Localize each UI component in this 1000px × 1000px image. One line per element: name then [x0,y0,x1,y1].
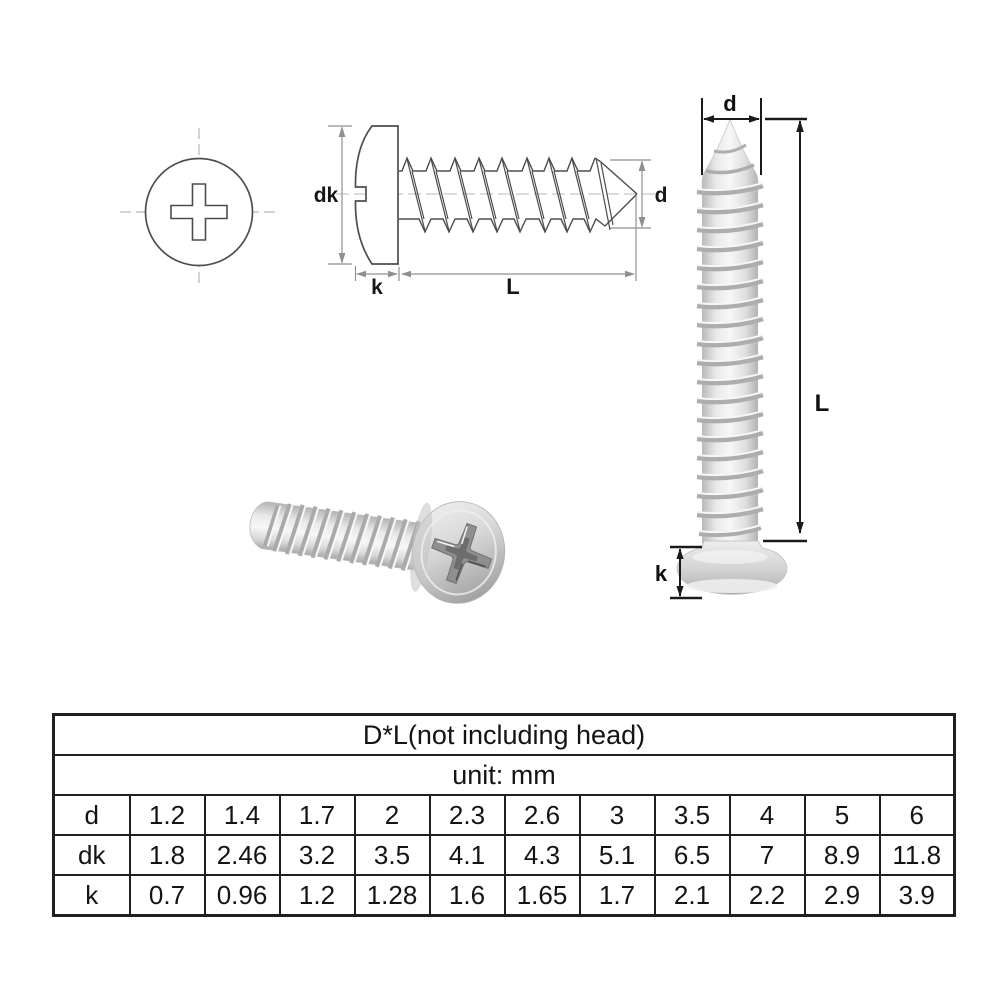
dimension-L [401,196,636,299]
value-cell: 4.1 [430,835,505,875]
value-cell: 4.3 [505,835,580,875]
screw-photo-horizontal [240,460,540,625]
row-label-cell: k [54,875,130,916]
value-cell: 2.46 [205,835,280,875]
value-cell: 3.5 [655,795,730,835]
value-cell: 1.2 [280,875,355,916]
row-label-cell: dk [54,835,130,875]
screw-body [243,473,511,610]
value-cell: 4 [730,795,805,835]
dk-label: dk [313,184,339,207]
value-cell: 1.65 [505,875,580,916]
value-cell: 8.9 [805,835,880,875]
value-cell: 0.7 [130,875,205,916]
value-cell: 1.2 [130,795,205,835]
screw-photo-vertical [640,85,840,630]
value-cell: 1.7 [280,795,355,835]
value-cell: 2.6 [505,795,580,835]
head-top-highlight [692,550,768,564]
d-label: d [723,91,737,116]
row-label-cell: d [54,795,130,835]
dimension-k [356,266,400,299]
value-cell: 2.3 [430,795,505,835]
L-label: L [814,390,830,417]
table-title: D*L(not including head) [54,715,955,756]
spec-table [52,713,956,917]
pan-head-profile [356,126,399,264]
table-row-d [54,795,955,835]
k-label: k [654,561,668,586]
value-cell: 5 [805,795,880,835]
value-cell: 1.6 [430,875,505,916]
value-cell: 3.5 [355,835,430,875]
value-cell: 7 [730,835,805,875]
head-bottom-rim [686,579,778,593]
phillips-head-front-view-drawing [110,120,300,310]
screw-body [677,119,787,595]
value-cell: 5.1 [580,835,655,875]
table-row-dk [54,835,955,875]
L-label: L [506,274,520,299]
value-cell: 0.96 [205,875,280,916]
value-cell: 6 [880,795,955,835]
value-cell: 1.28 [355,875,430,916]
table-unit: unit: mm [54,755,955,795]
value-cell: 3 [580,795,655,835]
dimension-dk [314,126,352,264]
table-unit-row [54,755,955,795]
table-title-row [54,715,955,756]
value-cell: 2.2 [730,875,805,916]
value-cell: 6.5 [655,835,730,875]
value-cell: 1.8 [130,835,205,875]
value-cell: 3.2 [280,835,355,875]
value-cell: 3.9 [880,875,955,916]
table-row-k [54,875,955,916]
k-label: k [371,276,383,299]
value-cell: 2 [355,795,430,835]
value-cell: 11.8 [880,835,955,875]
value-cell: 1.4 [205,795,280,835]
value-cell: 2.1 [655,875,730,916]
value-cell: 2.9 [805,875,880,916]
value-cell: 1.7 [580,875,655,916]
screw-side-view-drawing [300,95,680,310]
d-label: d [654,184,668,207]
photo-dimension-L [763,119,829,541]
